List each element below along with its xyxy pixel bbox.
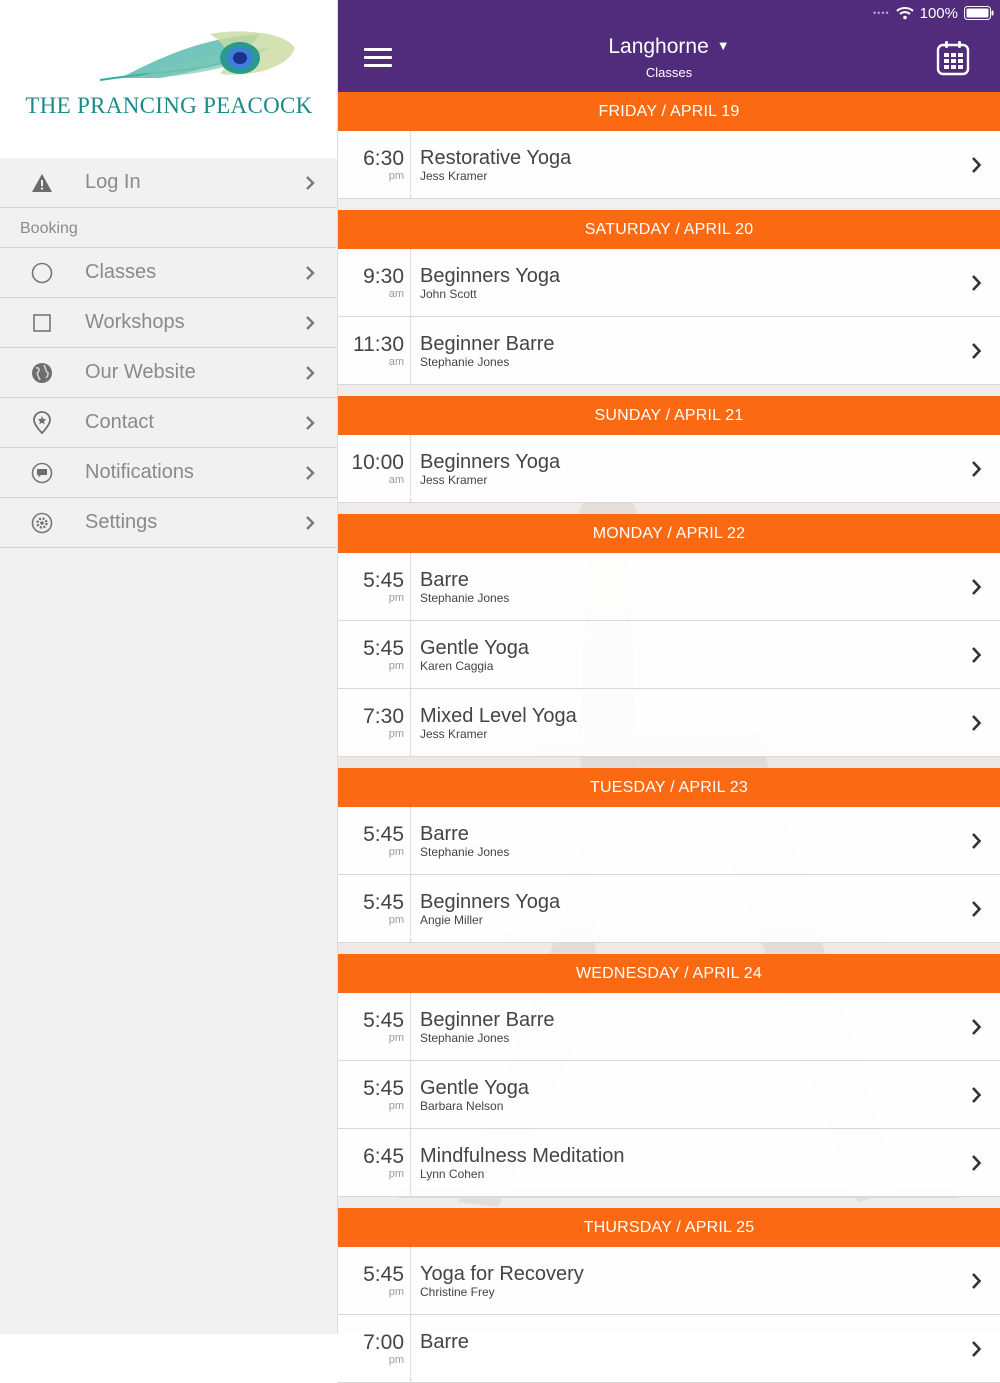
class-name: Yoga for Recovery — [420, 1263, 584, 1285]
chevron-right-icon — [970, 832, 982, 855]
day-header: THURSDAY / APRIL 25 — [338, 1208, 1000, 1247]
class-row[interactable] — [338, 875, 1000, 943]
chevron-right-icon — [304, 415, 316, 431]
chevron-right-icon — [970, 1018, 982, 1041]
main-panel — [338, 0, 1000, 1366]
class-row[interactable] — [338, 435, 1000, 503]
location-pin-icon — [30, 411, 54, 435]
class-teacher: Christine Frey — [420, 1285, 495, 1299]
class-teacher: Stephanie Jones — [420, 355, 510, 369]
globe-icon — [30, 361, 54, 385]
class-ampm: pm — [388, 1354, 404, 1366]
class-teacher: Lynn Cohen — [420, 1167, 485, 1181]
row-divider — [410, 553, 411, 620]
wifi-icon — [896, 6, 914, 20]
class-ampm: pm — [388, 728, 404, 740]
class-name: Beginners Yoga — [420, 265, 561, 287]
location-selector[interactable] — [338, 35, 1000, 59]
chevron-right-icon — [304, 465, 316, 481]
sidebar-item-our-website[interactable] — [0, 348, 337, 398]
sidebar-item-label: Contact — [85, 411, 154, 433]
day-header: TUESDAY / APRIL 23 — [338, 768, 1000, 807]
class-time: 6:30 — [363, 147, 404, 170]
chevron-right-icon — [970, 1086, 982, 1109]
row-divider — [410, 317, 411, 384]
sidebar-item-label: Log In — [85, 171, 141, 193]
day-spacer — [338, 943, 1000, 954]
class-name: Beginners Yoga — [420, 891, 561, 913]
class-name: Mindfulness Meditation — [420, 1145, 625, 1167]
class-ampm: pm — [388, 1100, 404, 1112]
class-ampm: pm — [388, 846, 404, 858]
chevron-right-icon — [304, 515, 316, 531]
class-ampm: pm — [388, 914, 404, 926]
class-name: Restorative Yoga — [420, 147, 572, 169]
class-row[interactable] — [338, 249, 1000, 317]
class-ampm: pm — [388, 592, 404, 604]
class-row[interactable] — [338, 1129, 1000, 1197]
sidebar-item-notifications[interactable] — [0, 448, 337, 498]
class-time: 5:45 — [363, 1009, 404, 1032]
class-time: 5:45 — [363, 1263, 404, 1286]
class-time: 11:30 — [353, 333, 404, 356]
row-divider — [410, 689, 411, 756]
class-row[interactable] — [338, 993, 1000, 1061]
class-ampm: pm — [388, 1168, 404, 1180]
day-spacer — [338, 503, 1000, 514]
class-row[interactable] — [338, 807, 1000, 875]
dropdown-caret-icon: ▼ — [716, 38, 730, 53]
class-name: Barre — [420, 569, 469, 591]
chevron-right-icon — [970, 460, 982, 483]
logo — [0, 0, 337, 158]
class-ampm: am — [388, 288, 404, 300]
class-row[interactable] — [338, 689, 1000, 757]
class-ampm: pm — [388, 660, 404, 672]
class-row[interactable] — [338, 317, 1000, 385]
calendar-icon[interactable] — [936, 40, 970, 76]
row-divider — [410, 875, 411, 942]
row-divider — [410, 807, 411, 874]
square-icon — [30, 311, 54, 335]
class-teacher: Jess Kramer — [420, 169, 488, 183]
section-label: Booking — [20, 220, 78, 237]
row-divider — [410, 1315, 411, 1382]
sidebar-item-settings[interactable] — [0, 498, 337, 548]
sidebar-item-classes[interactable] — [0, 248, 337, 298]
day-header: SUNDAY / APRIL 21 — [338, 396, 1000, 435]
class-name: Mixed Level Yoga — [420, 705, 577, 727]
class-name: Beginner Barre — [420, 333, 555, 355]
chevron-right-icon — [970, 714, 982, 737]
class-ampm: pm — [388, 1032, 404, 1044]
class-time: 10:00 — [351, 451, 404, 474]
chevron-right-icon — [970, 1272, 982, 1295]
class-time: 7:00 — [363, 1331, 404, 1354]
sidebar-item-label: Notifications — [85, 461, 194, 483]
class-teacher: Barbara Nelson — [420, 1099, 504, 1113]
class-ampm: pm — [388, 170, 404, 182]
day-spacer — [338, 757, 1000, 768]
class-row[interactable] — [338, 131, 1000, 199]
sidebar-item-label: Our Website — [85, 361, 196, 383]
class-row[interactable] — [338, 1247, 1000, 1315]
class-teacher: Stephanie Jones — [420, 845, 510, 859]
class-name: Gentle Yoga — [420, 637, 529, 659]
row-divider — [410, 435, 411, 502]
class-name: Beginner Barre — [420, 1009, 555, 1031]
battery-icon — [964, 6, 994, 20]
sidebar-item-label: Settings — [85, 511, 158, 533]
class-row[interactable] — [338, 621, 1000, 689]
class-ampm: pm — [388, 1286, 404, 1298]
class-time: 5:45 — [363, 891, 404, 914]
chevron-right-icon — [970, 1154, 982, 1177]
day-header: MONDAY / APRIL 22 — [338, 514, 1000, 553]
sidebar-item-login[interactable] — [0, 158, 337, 208]
class-time: 9:30 — [363, 265, 404, 288]
sidebar-item-contact[interactable] — [0, 398, 337, 448]
sidebar-item-workshops[interactable] — [0, 298, 337, 348]
day-header: FRIDAY / APRIL 19 — [338, 92, 1000, 131]
chevron-right-icon — [970, 274, 982, 297]
row-divider — [410, 1061, 411, 1128]
class-teacher: Stephanie Jones — [420, 591, 510, 605]
warning-icon — [30, 171, 54, 195]
row-divider — [410, 131, 411, 198]
chevron-right-icon — [970, 1340, 982, 1363]
location-title: Langhorne — [608, 35, 709, 58]
sidebar-item-label: Workshops — [85, 311, 185, 333]
logo-text: THE PRANCING PEACOCK — [25, 93, 313, 118]
row-divider — [410, 1129, 411, 1196]
chevron-right-icon — [304, 175, 316, 191]
class-time: 6:45 — [363, 1145, 404, 1168]
status-bar — [873, 4, 994, 22]
day-header: SATURDAY / APRIL 20 — [338, 210, 1000, 249]
chevron-right-icon — [970, 900, 982, 923]
class-time: 5:45 — [363, 1077, 404, 1100]
chevron-right-icon — [970, 342, 982, 365]
chevron-right-icon — [970, 646, 982, 669]
class-teacher: Jess Kramer — [420, 473, 488, 487]
chevron-right-icon — [970, 156, 982, 179]
class-name: Barre — [420, 1331, 469, 1353]
class-teacher: Angie Miller — [420, 913, 483, 927]
nav-bar — [338, 0, 1000, 92]
peacock-feather-icon — [100, 28, 300, 92]
day-spacer — [338, 385, 1000, 396]
class-name: Barre — [420, 823, 469, 845]
signal-dots-icon: •••• — [873, 8, 890, 18]
circle-icon — [30, 261, 54, 285]
row-divider — [410, 249, 411, 316]
class-name: Gentle Yoga — [420, 1077, 529, 1099]
row-divider — [410, 993, 411, 1060]
side-menu — [0, 0, 338, 1334]
class-time: 7:30 — [363, 705, 404, 728]
class-row[interactable] — [338, 1061, 1000, 1129]
row-divider — [410, 1247, 411, 1314]
class-ampm: am — [388, 356, 404, 368]
class-time: 5:45 — [363, 637, 404, 660]
day-list — [338, 92, 1000, 1383]
class-time: 5:45 — [363, 569, 404, 592]
class-time: 5:45 — [363, 823, 404, 846]
day-spacer — [338, 1197, 1000, 1208]
row-divider — [410, 621, 411, 688]
chevron-right-icon — [970, 578, 982, 601]
class-row[interactable] — [338, 1315, 1000, 1383]
class-ampm: am — [388, 474, 404, 486]
day-spacer — [338, 199, 1000, 210]
class-schedule[interactable] — [338, 92, 1000, 1366]
chevron-right-icon — [304, 365, 316, 381]
class-teacher: Stephanie Jones — [420, 1031, 510, 1045]
page-subtitle: Classes — [645, 65, 693, 80]
class-teacher: Karen Caggia — [420, 659, 494, 673]
chat-bubble-icon — [30, 461, 54, 485]
class-teacher: Jess Kramer — [420, 727, 488, 741]
class-row[interactable] — [338, 553, 1000, 621]
day-header: WEDNESDAY / APRIL 24 — [338, 954, 1000, 993]
sidebar-section-header — [0, 208, 337, 248]
sidebar-item-label: Classes — [85, 261, 157, 283]
chevron-right-icon — [304, 315, 316, 331]
class-name: Beginners Yoga — [420, 451, 561, 473]
gear-icon — [30, 511, 54, 535]
battery-percent: 100% — [919, 4, 958, 22]
class-teacher: John Scott — [420, 287, 477, 301]
chevron-right-icon — [304, 265, 316, 281]
